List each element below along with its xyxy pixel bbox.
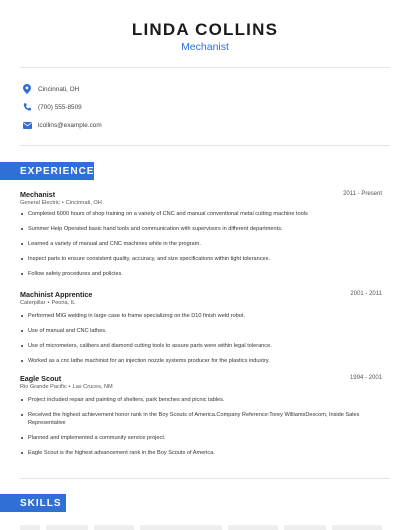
location-text: Cincinnati, OH — [38, 85, 80, 93]
list-item: Summer Help Operated basic hand tools and communication with supervisors in different departments. — [20, 225, 360, 233]
job-employer: General Electric • Cincinnati, OH — [20, 200, 102, 206]
job-bullets — [20, 312, 360, 365]
experience-heading: EXPERIENCE — [0, 162, 94, 180]
skill-chip — [46, 525, 88, 530]
experience-divider — [20, 478, 390, 479]
list-item: Planned and implemented a community service project. — [20, 434, 360, 442]
list-item: Eagle Scout is the highest advancement rank in the Boy Scouts of America. — [20, 449, 360, 457]
job-employer: Caterpillar • Peoria, IL — [20, 300, 76, 306]
envelope-icon — [22, 120, 32, 130]
list-item: Received the highest achievement honor rank in the Boy Scouts of America.Company Reference:Torey WilliamsDexcom, Inside Sales Representative — [20, 411, 360, 427]
skill-chip — [94, 525, 134, 530]
job-dates: 2001 - 2011 — [350, 291, 382, 297]
skill-chip — [140, 525, 222, 530]
contact-divider — [20, 145, 390, 146]
candidate-role: Mechanist — [181, 41, 229, 53]
list-item: Use of manual and CNC lathes. — [20, 327, 360, 335]
header-divider — [20, 67, 390, 68]
job-company: General Electric — [20, 200, 60, 206]
phone-icon — [22, 102, 32, 112]
skills-heading: SKILLS — [0, 494, 66, 512]
candidate-name: LINDA COLLINS — [131, 20, 279, 39]
job-dates: 2011 - Present — [343, 191, 382, 197]
skill-chip — [332, 525, 382, 530]
skill-chip — [228, 525, 278, 530]
job-company: Rio Grande Pacific — [20, 384, 67, 390]
list-item: Worked as a cnc lathe machinist for an injection nozzle systems producer for the plastics industry. — [20, 357, 360, 365]
job-company: Caterpillar — [20, 300, 46, 306]
job-bullets — [20, 396, 360, 457]
list-item: Follow safety procedures and policies. — [20, 270, 360, 278]
email-text: lcollins@example.com — [38, 121, 102, 129]
skill-chip — [20, 525, 40, 530]
list-item: Completed 6000 hours of shop training on a variety of CNC and manual conventional metal cutting machine tools — [20, 210, 360, 218]
job-title: Machinist Apprentice — [20, 290, 93, 299]
job-location: Cincinnati, OH — [65, 200, 102, 206]
list-item: Learned a variety of manual and CNC machines while in the program. — [20, 240, 360, 248]
job-title: Mechanist — [20, 190, 56, 199]
phone-text: (700) 555-8509 — [38, 103, 82, 111]
list-item: Project included repair and painting of shelters, park benches and picnic tables. — [20, 396, 360, 404]
contact-email — [22, 120, 102, 130]
job-bullets — [20, 210, 360, 278]
list-item: Use of micrometers, calibers and diamond cutting tools to assure parts were within legal tolerance. — [20, 342, 360, 350]
skills-list — [20, 525, 382, 530]
location-pin-icon — [22, 84, 32, 94]
list-item: Inspect parts to ensure consistent quality, accuracy, and size specifications within tight tolerances. — [20, 255, 360, 263]
job-location: Peoria, IL — [51, 300, 76, 306]
skill-chip — [284, 525, 326, 530]
contact-phone — [22, 102, 82, 112]
job-title: Eagle Scout — [20, 374, 62, 383]
contact-location — [22, 84, 79, 94]
list-item: Performed MIG welding in large case to frame specializing on the D10 finish weld robot. — [20, 312, 360, 320]
job-dates: 1994 - 2001 — [349, 375, 382, 381]
job-location: Las Cruces, NM — [72, 384, 113, 390]
job-employer: Rio Grande Pacific • Las Cruces, NM — [20, 384, 113, 390]
